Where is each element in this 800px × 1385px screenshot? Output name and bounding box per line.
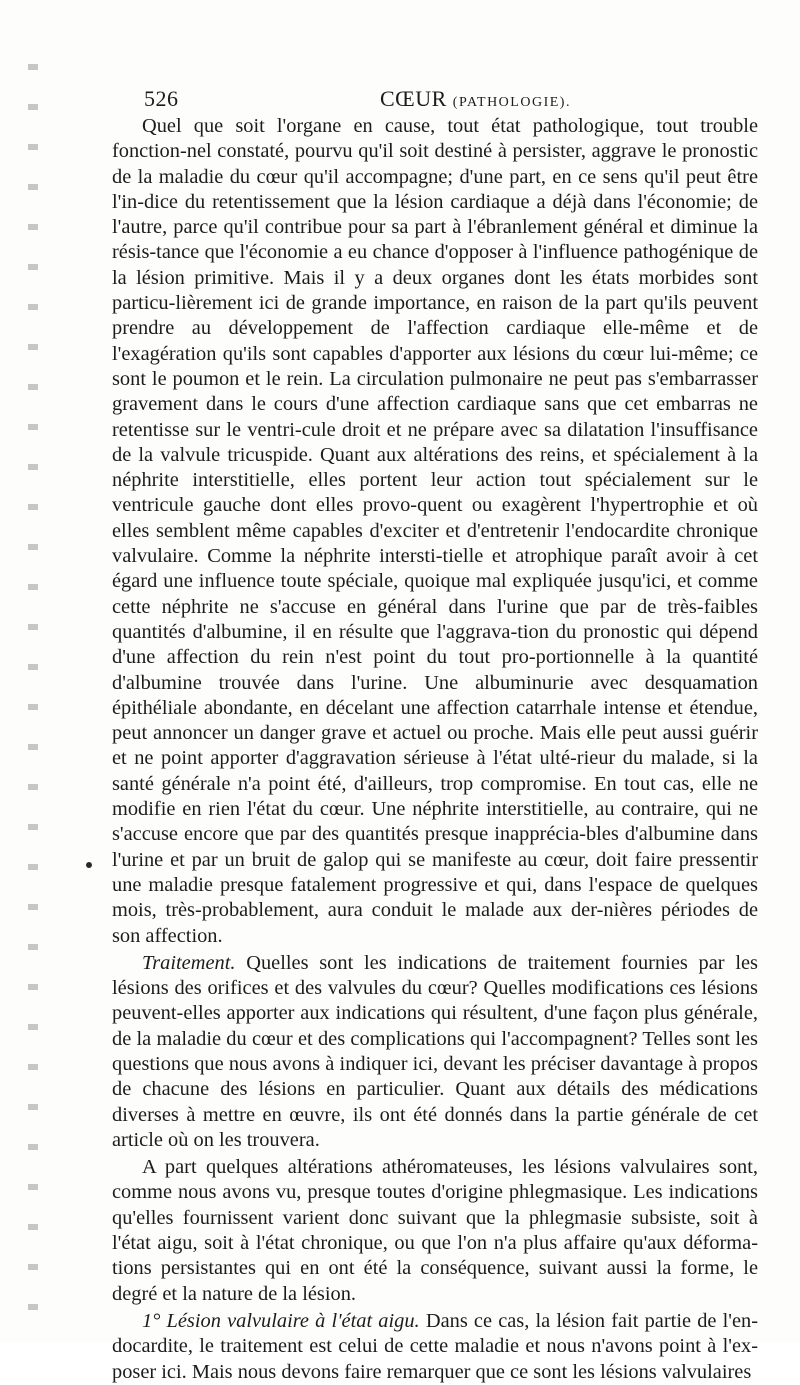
run-in-heading: Traitement. <box>142 951 236 974</box>
paragraph-lesions <box>112 1155 758 1307</box>
paragraph-prognosis <box>112 114 758 949</box>
running-head-title: CŒUR <box>380 86 447 111</box>
running-head <box>380 86 571 112</box>
run-in-heading: 1° Lésion valvulaire à l'état aigu. <box>142 1309 420 1332</box>
paragraph-text: Dans ce cas, la lésion fait partie de l'en-docardite, le traitement est celui de cette maladie et nous n'avons point à l'ex-poser ici. Mais nous devons faire remarquer que ce sont les lésions valvulaires <box>112 1309 758 1383</box>
page-header <box>112 86 752 116</box>
body-text <box>112 114 758 1385</box>
running-head-subtitle: (PATHOLOGIE). <box>452 95 571 110</box>
binding-edge-marks <box>28 30 38 1320</box>
margin-dot <box>86 862 92 868</box>
paragraph-text: A part quelques altérations athéromateuses, les lésions valvulaires sont, comme nous avons vu, presque toutes d'origine phlegmasique. Les indications qu'elles fournissent varient donc suivant que la phlegmasie subsiste, soit à l'état aigu, soit à l'état chronique, ou que l'on n'a plus affaire qu'aux déforma-tions persistantes qui en ont été la conséquence, suivant aussi la forme, le degré et la nature de la lésion. <box>112 1156 758 1305</box>
paragraph-acute-lesion <box>112 1309 758 1385</box>
paragraph-text: Quelles sont les indications de traitement fournies par les lésions des orifices et des valvules du cœur? Quelles modifications ces lésions peuvent-elles apporter aux indications qui résultent, d'une façon plus générale, de la maladie du cœur et des complications qui l'accompagnent? Telles sont les questions que nous avons à indiquer ici, devant les préciser davantage à propos de chacune des lésions en particulier. Quant aux détails des médications diverses à mettre en œuvre, ils ont été donnés dans la partie générale de cet article où on les trouvera. <box>112 951 758 1151</box>
paragraph-text: Quel que soit l'organe en cause, tout état pathologique, tout trouble fonction-nel constaté, pourvu qu'il soit destiné à persister, aggrave le pronostic de la maladie du cœur qu'il accompagne; d'une part, en ce sens qu'il peut être l'in-dice du retentissement que la lésion cardiaque a déjà dans l'économie; de l'autre, parce qu'il contribue pour sa part à l'ébranlement général et diminue la résis-tance que l'économie a eu chance d'opposer à l'influence pathogénique de la lésion primitive. Mais il y a deux organes dont les états morbides sont particu-lièrement ici de grande importance, en raison de la part qu'ils peuvent prendre au développement de l'affection cardiaque elle-même et de l'exagération qu'ils sont capables d'apporter aux lésions du cœur lui-même; ce sont le poumon et le rein. La circulation pulmonaire ne peut pas s'embarrasser gravement dans le cours d'une affection cardiaque sans que cet embarras ne retentisse sur le ventri-cule droit et ne prépare avec sa dilatation l'insuffisance de la valvule tricuspide. Quant aux altérations des reins, et spécialement à la néphrite interstitielle, elles portent leur action tout spécialement sur le ventricule gauche dont elles provo-quent ou exagèrent l'hypertrophie et où elles semblent même capables d'exciter et d'entretenir l'endocardite chronique valvulaire. Comme la néphrite intersti-tielle et atrophique paraît avoir à cet égard une influence toute spéciale, quoique mal expliquée jusqu'ici, et comme cette néphrite ne s'accuse en général dans l'urine que par de très-faibles quantités d'albumine, il en résulte que l'aggrava-tion du pronostic qui dépend d'une affection du rein n'est point du tout pro-portionnelle à la quantité d'albumine trouvée dans l'urine. Une albuminurie avec desquamation épithéliale abondante, en décelant une affection catarrhale intense et étendue, peut annoncer un danger grave et actuel ou proche. Mais elle peut aussi guérir et ne point apporter d'aggravation sérieuse à l'état ulté-rieur du malade, si la santé générale n'a point été, d'ailleurs, trop compromise. En tout cas, elle ne modifie en rien l'état du cœur. Une néphrite interstitielle, au contraire, qui ne s'accuse encore que par des quantités presque inapprécia-bles d'albumine dans l'urine et par un bruit de galop qui se manifeste au cœur, doit faire pressentir une maladie presque fatalement progressive et qui, dans l'espace de quelques mois, très-probablement, aura conduit le malade aux der-nières périodes de son affection. <box>112 115 758 947</box>
page-number: 526 <box>144 86 179 111</box>
paragraph-traitement <box>112 951 758 1153</box>
